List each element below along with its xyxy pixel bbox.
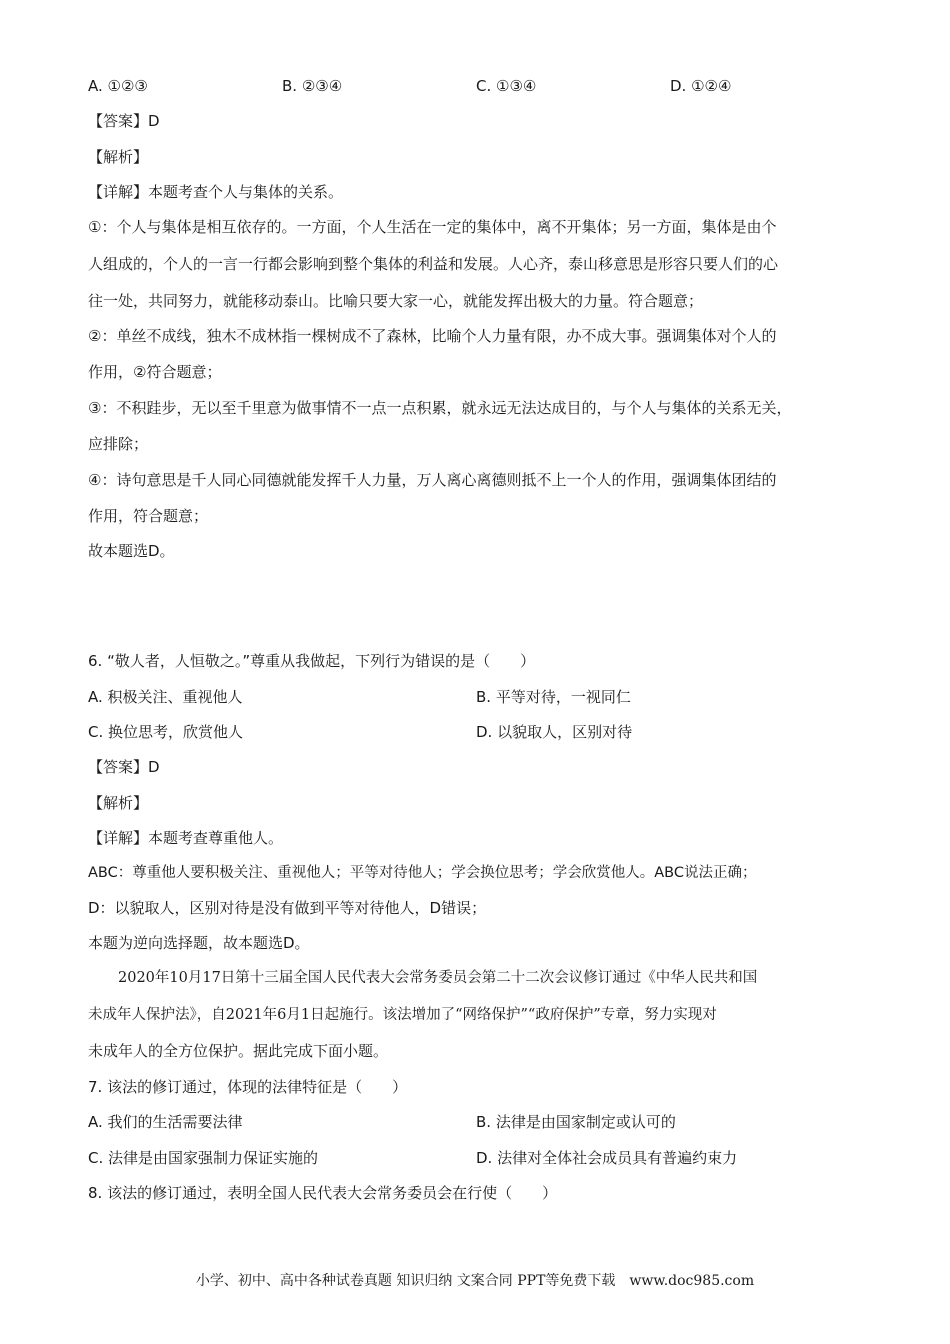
- q5-option-d: D. ①②④: [670, 77, 732, 95]
- q7-option-d: D. 法律对全体社会成员具有普遍约束力: [476, 1149, 738, 1167]
- q5-option-b: B. ②③④: [282, 77, 343, 95]
- material-line3: 未成年人的全方位保护。据此完成下面小题。: [88, 1042, 389, 1060]
- page-footer: 小学、初中、高中各种试卷真题 知识归纳 文案合同 PPT等免费下载 www.doc985.com: [195, 1273, 755, 1289]
- q5-point3-line1: ③：不积跬步，无以至千里意为做事情不一点一点积累，就永远无法达成目的，与个人与集体的关系无关，: [88, 399, 792, 417]
- q5-conclusion: 故本题选D。: [88, 542, 175, 560]
- q6-explain-line1: ABC：尊重他人要积极关注、重视他人；平等对待他人；学会换位思考；学会欣赏他人。ABC说法正确；: [88, 865, 757, 881]
- q6-explain-line2: D：以貌取人，区别对待是没有做到平等对待他人，D错误；: [88, 899, 487, 917]
- q6-stem: 6. “敬人者，人恒敬之。”尊重从我做起，下列行为错误的是（ ）: [88, 652, 536, 670]
- q6-option-d: D. 以貌取人，区别对待: [476, 723, 633, 741]
- q7-option-c: C. 法律是由国家强制力保证实施的: [88, 1149, 319, 1167]
- q7-stem: 7. 该法的修订通过，体现的法律特征是（ ）: [88, 1078, 408, 1096]
- q6-answer: 【答案】D: [88, 758, 160, 776]
- q5-point2-line1: ②：单丝不成线，独木不成林指一棵树成不了森林，比喻个人力量有限，办不成大事。强调集体对个人的: [88, 327, 777, 345]
- q8-stem: 8. 该法的修订通过，表明全国人民代表大会常务委员会在行使（ ）: [88, 1184, 558, 1202]
- q5-point2-line2: 作用，②符合题意；: [88, 363, 222, 381]
- q5-analysis-heading: 【解析】: [88, 148, 149, 166]
- q6-explain-line3: 本题为逆向选择题，故本题选D。: [88, 934, 310, 952]
- q5-answer: 【答案】D: [88, 112, 160, 130]
- q7-option-b: B. 法律是由国家制定或认可的: [476, 1113, 676, 1131]
- q6-option-b: B. 平等对待，一视同仁: [476, 688, 631, 706]
- material-line1: 2020年10月17日第十三届全国人民代表大会常务委员会第二十二次会议修订通过《中华人民共和国: [118, 970, 758, 986]
- material-line2: 未成年人保护法》，自2021年6月1日起施行。该法增加了“网络保护”“政府保护”专章，努力实现对: [88, 1007, 717, 1023]
- q6-option-a: A. 积极关注、重视他人: [88, 688, 243, 706]
- q5-point4-line2: 作用，符合题意；: [88, 507, 209, 525]
- q5-point1-line1: ①：个人与集体是相互依存的。一方面，个人生活在一定的集体中，离不开集体；另一方面，集体是由个: [88, 218, 777, 236]
- q5-point4-line1: ④：诗句意思是千人同心同德就能发挥千人力量，万人离心离德则抵不上一个人的作用，强调集体团结的: [88, 471, 777, 489]
- q5-point3-line2: 应排除；: [88, 435, 149, 453]
- q6-option-c: C. 换位思考，欣赏他人: [88, 723, 244, 741]
- q5-option-c: C. ①③④: [476, 77, 537, 95]
- q5-point1-line3: 往一处，共同努力，就能移动泰山。比喻只要大家一心，就能发挥出极大的力量。符合题意；: [88, 292, 704, 310]
- q5-point1-line2: 人组成的，个人的一言一行都会影响到整个集体的利益和发展。人心齐，泰山移意思是形容只要人们的心: [88, 255, 779, 273]
- q5-option-a: A. ①②③: [88, 77, 148, 95]
- q6-analysis-heading: 【解析】: [88, 794, 149, 812]
- q7-option-a: A. 我们的生活需要法律: [88, 1113, 243, 1131]
- q6-detail: 【详解】本题考查尊重他人。: [88, 829, 284, 847]
- q5-detail: 【详解】本题考查个人与集体的关系。: [88, 183, 344, 201]
